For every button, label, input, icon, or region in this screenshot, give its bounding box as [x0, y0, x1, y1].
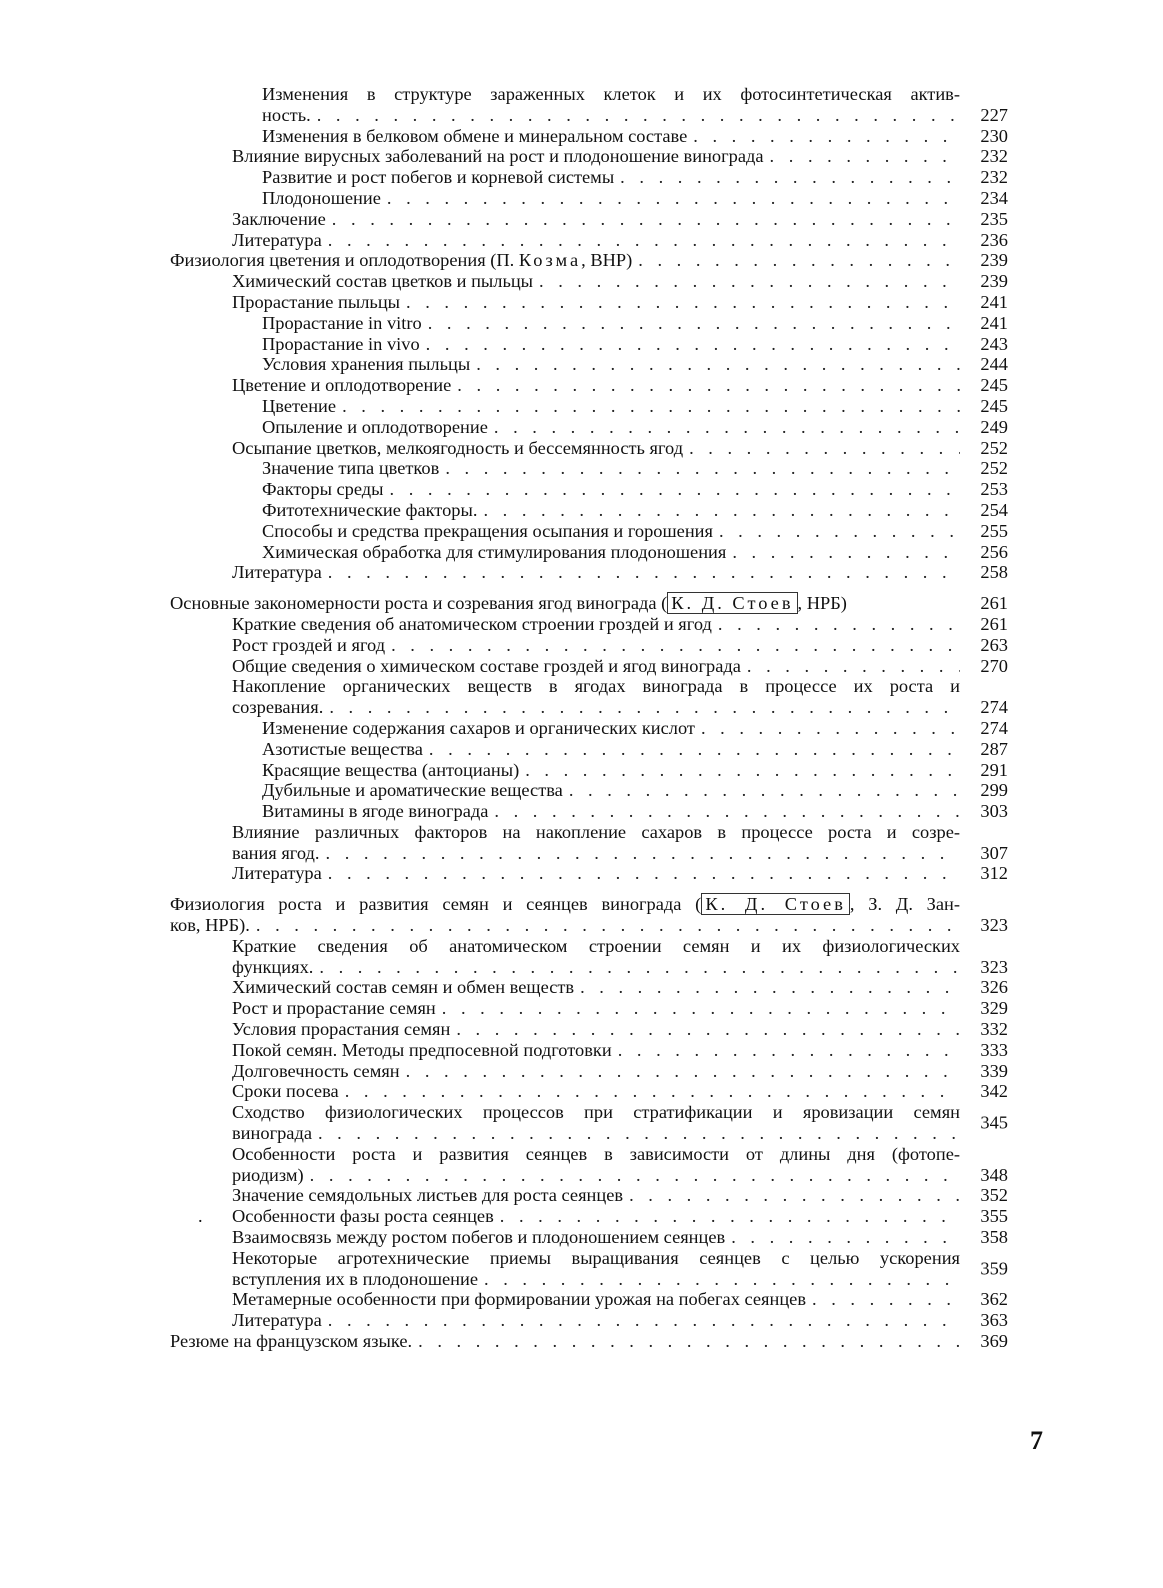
toc-entry[interactable]	[170, 635, 1008, 656]
toc-entry[interactable]	[170, 739, 1008, 760]
page-ref: 332	[980, 1019, 1008, 1040]
toc-entry[interactable]	[170, 417, 1008, 438]
toc-entry[interactable]	[170, 1227, 1008, 1248]
leader-dots	[812, 1289, 960, 1310]
leader-dots	[620, 167, 960, 188]
toc-entry-title: Общие сведения о химическом составе гроздей и ягод винограда	[232, 655, 741, 676]
leader-dots	[638, 250, 960, 271]
page-ref: 263	[980, 634, 1008, 655]
toc-entry[interactable]	[170, 676, 1008, 718]
toc-entry[interactable]	[170, 614, 1008, 635]
leader-dots	[719, 521, 960, 542]
page-ref: 312	[980, 863, 1008, 884]
toc-entry-text	[232, 998, 436, 1019]
toc-entry-title: Цветение и оплодотворение	[232, 375, 452, 396]
leader-dots	[701, 718, 960, 739]
leader-dots	[580, 977, 960, 998]
toc-entry-text	[232, 209, 326, 230]
page-ref: 261	[980, 613, 1008, 634]
toc-entry-text	[262, 521, 713, 542]
toc-entry[interactable]	[170, 354, 1008, 375]
leader-dots	[731, 1227, 960, 1248]
toc-entry-title: Значение типа цветков	[262, 458, 440, 479]
leader-dots	[418, 1331, 960, 1352]
leader-dots	[428, 313, 960, 334]
toc-entry-title: Условия прорастания семян	[232, 1019, 451, 1040]
toc-entry-text	[232, 1310, 322, 1331]
toc-entry[interactable]	[170, 1040, 1008, 1061]
author-box: К. Д. Стоев	[667, 592, 797, 614]
toc-entry-title: Сроки посева	[232, 1081, 339, 1102]
toc-entry-title: Изменение содержания сахаров и органических кислот	[262, 717, 695, 738]
toc-entry[interactable]	[170, 1310, 1008, 1331]
leader-dots	[484, 1269, 960, 1290]
page-ref: 359	[980, 1258, 1008, 1279]
toc-entry[interactable]	[170, 500, 1008, 521]
toc-entry-title: Прорастание in vitro	[262, 312, 422, 333]
toc-entry-title: Краткие сведения об анатомическом строении семян и их физиологических	[232, 935, 960, 956]
toc-entry-text	[262, 313, 422, 334]
toc-entry-text	[262, 334, 420, 355]
toc-entry-text	[232, 635, 385, 656]
leader-dots	[406, 292, 960, 313]
toc-entry-title: Литература	[232, 1310, 322, 1331]
toc-entry-title: Способы и средства прекращения осыпания и горошения	[262, 520, 713, 541]
toc-entry-title: Плодоношение	[262, 187, 381, 208]
toc-entry-text	[232, 1081, 339, 1102]
leader-dots	[569, 780, 960, 801]
leader-dots	[442, 998, 960, 1019]
page-ref: 274	[980, 717, 1008, 738]
leader-dots	[618, 1040, 960, 1061]
toc-entry-title-cont: риодизм)	[232, 1164, 304, 1185]
toc-entry-title: Заключение	[232, 208, 326, 229]
page-ref: 299	[980, 780, 1008, 801]
toc-entry-line1	[232, 1144, 960, 1165]
toc-entry-title: Изменения в белковом обмене и минеральном составе	[262, 125, 688, 146]
toc-entry-title-cont: функциях.	[232, 956, 314, 977]
toc-entry-line1	[232, 1248, 960, 1269]
toc-entry-line1	[170, 894, 960, 915]
leader-dots	[500, 1206, 960, 1227]
toc-entry-title: Опыление и оплодотворение	[262, 416, 488, 437]
author-name: Козма	[518, 250, 582, 271]
toc-entry-title: Химическая обработка для стимулирования плодоношения	[262, 541, 727, 562]
page-ref: 256	[980, 541, 1008, 562]
toc-entry-title: Основные закономерности роста и созревания ягод винограда (	[170, 593, 668, 614]
toc-entry-title: Метамерные особенности при формировании урожая на побегах сеянцев	[232, 1289, 807, 1310]
toc-entry-title: Прорастание in vivo	[262, 333, 420, 354]
toc-entry-text	[262, 126, 687, 147]
toc-entry-text	[262, 760, 519, 781]
page-ref: 232	[980, 167, 1008, 188]
page-ref: 369	[980, 1331, 1008, 1352]
toc-entry-title: Изменения в структуре зараженных клеток и их фотосинтетическая актив-	[262, 84, 960, 104]
toc-entry[interactable]	[170, 167, 1008, 188]
toc-entry[interactable]	[170, 271, 1008, 292]
toc-entry[interactable]	[170, 375, 1008, 396]
toc-entry-title: Резюме на французском языке.	[170, 1331, 413, 1352]
page-ref: 287	[980, 738, 1008, 759]
toc-entry-title: Цветение	[262, 395, 337, 416]
leader-dots	[256, 915, 960, 936]
toc-entry-title: Взаимосвязь между ростом побегов и плодоношением сеянцев	[232, 1227, 726, 1248]
toc-entry[interactable]	[170, 936, 1008, 978]
leader-dots	[390, 479, 960, 500]
leader-dots	[332, 209, 960, 230]
toc-entry-title-cont: вступления их в плодоношение	[232, 1268, 479, 1289]
toc-entry-text	[232, 977, 574, 998]
page-ref: 261	[980, 593, 1008, 614]
page-ref: 249	[980, 416, 1008, 437]
toc-entry[interactable]	[170, 188, 1008, 209]
toc-entry[interactable]	[170, 863, 1008, 884]
page-ref: 241	[980, 291, 1008, 312]
toc-entry-text	[262, 167, 614, 188]
toc-entry[interactable]	[170, 894, 1008, 936]
toc-entry[interactable]	[170, 998, 1008, 1019]
toc-entry[interactable]	[170, 1206, 1008, 1227]
page-ref: 355	[980, 1206, 1008, 1227]
leader-dots	[476, 354, 960, 375]
leader-dots	[317, 105, 960, 126]
page-ref: 291	[980, 759, 1008, 780]
toc-entry-title: Влияние различных факторов на накопление сахаров в процессе роста и созре-	[232, 821, 960, 842]
toc-entry-text	[232, 1227, 725, 1248]
toc-entry[interactable]	[170, 313, 1008, 334]
table-of-contents	[170, 84, 1008, 1352]
toc-entry-title: Азотистые вещества	[262, 738, 423, 759]
toc-entry-title: Условия хранения пыльцы	[262, 354, 471, 375]
toc-entry-title: Рост и прорастание семян	[232, 998, 436, 1019]
bullet-mark: .	[198, 1206, 203, 1227]
toc-entry-title: Особенности роста и развития сеянцев в зависимости от длины дня (фотопе-	[232, 1143, 960, 1164]
toc-entry[interactable]	[170, 230, 1008, 251]
leader-dots	[329, 697, 960, 718]
toc-entry-title: Литература	[232, 863, 322, 884]
leader-dots	[328, 562, 960, 583]
page-ref: 358	[980, 1227, 1008, 1248]
toc-entry[interactable]	[170, 542, 1008, 563]
toc-entry-title: Особенности фазы роста сеянцев	[232, 1206, 494, 1227]
toc-entry[interactable]	[170, 822, 1008, 864]
toc-entry-text	[232, 1289, 806, 1310]
leader-dots	[318, 1123, 960, 1144]
toc-entry-text	[262, 739, 423, 760]
page-ref: 303	[980, 801, 1008, 822]
toc-entry-text	[262, 396, 336, 417]
page-ref: 323	[980, 956, 1008, 977]
toc-entry-title: Покой семян. Методы предпосевной подготовки	[232, 1039, 612, 1060]
toc-entry[interactable]	[170, 126, 1008, 147]
toc-entry-text	[262, 479, 384, 500]
toc-entry[interactable]	[170, 1061, 1008, 1082]
toc-entry-title-cont: , З. Д. Зан-	[849, 894, 961, 915]
leader-dots	[539, 271, 960, 292]
leader-dots	[387, 188, 960, 209]
toc-entry[interactable]	[170, 1081, 1008, 1102]
toc-entry-text	[232, 562, 322, 583]
toc-entry[interactable]	[170, 977, 1008, 998]
page-ref: 236	[980, 229, 1008, 250]
page-ref: 352	[980, 1185, 1008, 1206]
toc-entry[interactable]	[170, 801, 1008, 822]
toc-entry[interactable]	[170, 1144, 1008, 1186]
toc-entry-title: Дубильные и ароматические вещества	[262, 780, 563, 801]
leader-dots	[345, 1081, 960, 1102]
leader-dots	[483, 500, 960, 521]
page-ref: 363	[980, 1310, 1008, 1331]
page-ref: 230	[980, 125, 1008, 146]
page-ref: 274	[980, 697, 1008, 718]
toc-entry[interactable]	[170, 656, 1008, 677]
toc-entry-text	[232, 1040, 612, 1061]
page-ref: 362	[980, 1289, 1008, 1310]
leader-dots	[770, 146, 960, 167]
leader-dots	[693, 126, 960, 147]
toc-entry-text	[170, 593, 847, 614]
toc-entry-title: Химический состав семян и обмен веществ	[232, 977, 575, 998]
toc-entry[interactable]	[170, 479, 1008, 500]
leader-dots	[328, 1310, 960, 1331]
leader-dots	[732, 542, 960, 563]
toc-entry-text	[262, 417, 488, 438]
toc-entry-text	[232, 614, 712, 635]
toc-entry-text	[262, 780, 563, 801]
page-number: 7	[1030, 1426, 1043, 1455]
leader-dots	[718, 614, 960, 635]
toc-entry-title: Сходство физиологических процессов при стратификации и яровизации семян	[232, 1102, 960, 1123]
toc-entry-title: Витамины в ягоде винограда	[262, 801, 489, 822]
toc-entry-text	[232, 1019, 450, 1040]
toc-entry[interactable]	[170, 292, 1008, 313]
toc-entry[interactable]	[170, 1102, 1008, 1144]
leader-dots	[310, 1165, 960, 1186]
toc-entry[interactable]	[170, 1019, 1008, 1040]
page-ref: 348	[980, 1164, 1008, 1185]
leader-dots	[342, 396, 960, 417]
page-ref: 333	[980, 1039, 1008, 1060]
toc-entry-title: Факторы среды	[262, 479, 384, 500]
toc-entry[interactable]	[170, 562, 1008, 583]
toc-entry-title: Значение семядольных листьев для роста сеянцев	[232, 1185, 624, 1206]
toc-entry-text	[232, 863, 322, 884]
leader-dots	[429, 739, 960, 760]
page-ref: 342	[980, 1081, 1008, 1102]
toc-entry[interactable]	[170, 521, 1008, 542]
toc-entry-title: Фитотехнические факторы.	[262, 499, 478, 520]
page-ref: 254	[980, 499, 1008, 520]
toc-entry-title-cont: ность.	[262, 104, 311, 125]
toc-entry-title: Физиология роста и развития семян и сеянцев винограда (	[170, 894, 702, 915]
toc-entry-title: Литература	[232, 562, 322, 583]
toc-entry-text	[262, 801, 488, 822]
page-ref: 326	[980, 977, 1008, 998]
leader-dots	[689, 438, 960, 459]
leader-dots	[426, 334, 960, 355]
toc-entry-text	[262, 188, 381, 209]
page-ref: 245	[980, 395, 1008, 416]
toc-entry[interactable]	[170, 593, 1008, 614]
toc-entry-title: Краткие сведения об анатомическом строении гроздей и ягод	[232, 613, 712, 634]
leader-dots	[391, 635, 960, 656]
toc-entry-text	[232, 1061, 400, 1082]
page-ref: 243	[980, 333, 1008, 354]
toc-entry[interactable]	[170, 1185, 1008, 1206]
toc-entry[interactable]	[170, 396, 1008, 417]
toc-entry-text	[170, 1331, 412, 1352]
page-ref: 253	[980, 479, 1008, 500]
page-ref: 345	[980, 1112, 1008, 1133]
toc-entry[interactable]	[170, 458, 1008, 479]
toc-entry-line1	[232, 1102, 960, 1123]
page-ref: 241	[980, 312, 1008, 333]
leader-dots	[319, 957, 960, 978]
page-ref: 227	[980, 104, 1008, 125]
toc-entry[interactable]	[170, 1331, 1008, 1352]
toc-entry[interactable]	[170, 250, 1008, 271]
toc-entry-text	[262, 718, 695, 739]
toc-entry[interactable]	[170, 146, 1008, 167]
page-ref: 255	[980, 520, 1008, 541]
page-ref: 232	[980, 146, 1008, 167]
toc-entry-title: Влияние вирусных заболеваний на рост и плодоношение винограда	[232, 146, 764, 167]
leader-dots	[494, 801, 960, 822]
toc-entry[interactable]	[170, 438, 1008, 459]
toc-entry-title: Накопление органических веществ в ягодах винограда в процессе их роста и	[232, 676, 960, 697]
toc-entry-title-cont: , НРБ)	[797, 593, 847, 614]
toc-entry-text	[232, 292, 400, 313]
toc-entry-text	[232, 1206, 494, 1227]
toc-entry-text	[232, 656, 741, 677]
toc-entry-title: Красящие вещества (антоцианы)	[262, 759, 520, 780]
toc-entry-title-cont: , ВНР)	[581, 250, 633, 271]
page-ref: 323	[980, 915, 1008, 936]
page-ref: 252	[980, 458, 1008, 479]
page-ref: 258	[980, 562, 1008, 583]
leader-dots	[456, 1019, 960, 1040]
toc-entry[interactable]	[170, 209, 1008, 230]
toc-entry-title: Рост гроздей и ягод	[232, 634, 386, 655]
toc-entry[interactable]	[170, 84, 1008, 126]
toc-entry[interactable]	[170, 1248, 1008, 1290]
leader-dots	[747, 656, 960, 677]
leader-dots	[328, 230, 960, 251]
page-ref: 235	[980, 208, 1008, 229]
toc-entry-text	[232, 375, 451, 396]
toc-entry[interactable]	[170, 334, 1008, 355]
toc-entry-title: Химический состав цветков и пыльцы	[232, 271, 534, 292]
toc-entry-line1	[232, 822, 960, 843]
page-ref: 307	[980, 842, 1008, 863]
toc-entry[interactable]	[170, 1289, 1008, 1310]
toc-entry-title-cont: созревания.	[232, 697, 324, 718]
page-ref: 329	[980, 998, 1008, 1019]
toc-entry-text	[232, 146, 764, 167]
leader-dots	[457, 375, 960, 396]
page-ref: 245	[980, 375, 1008, 396]
leader-dots	[494, 417, 960, 438]
toc-entry-text	[232, 438, 683, 459]
toc-entry-text	[262, 458, 439, 479]
page-ref: 252	[980, 437, 1008, 458]
toc-entry-title: Долговечность семян	[232, 1060, 400, 1081]
toc-entry-line1	[262, 84, 960, 105]
leader-dots	[629, 1185, 960, 1206]
toc-entry-line1	[232, 936, 960, 957]
toc-entry-text	[232, 230, 322, 251]
leader-dots	[406, 1061, 960, 1082]
toc-entry-title: Некоторые агротехнические приемы выращивания сеянцев с целью ускорения	[232, 1247, 960, 1268]
toc-entry-text	[262, 500, 477, 521]
leader-dots	[525, 760, 960, 781]
page-ref: 239	[980, 250, 1008, 271]
page-ref: 339	[980, 1060, 1008, 1081]
page-ref: 239	[980, 271, 1008, 292]
toc-entry-title: Прорастание пыльцы	[232, 291, 401, 312]
toc-entry-title: Развитие и рост побегов и корневой системы	[262, 167, 615, 188]
page-ref: 244	[980, 354, 1008, 375]
toc-entry-title-cont: ков, НРБ).	[170, 915, 250, 936]
leader-dots	[445, 458, 960, 479]
toc-entry-line1	[232, 676, 960, 697]
toc-entry-text	[262, 542, 726, 563]
leader-dots	[326, 843, 960, 864]
toc-entry-text	[170, 250, 632, 271]
toc-entry[interactable]	[170, 760, 1008, 781]
toc-entry-title: Осыпание цветков, мелкоягодность и бессемянность ягод	[232, 437, 684, 458]
page-ref: 270	[980, 655, 1008, 676]
page-ref: 234	[980, 187, 1008, 208]
toc-entry-text	[232, 1185, 623, 1206]
toc-entry-title: Литература	[232, 229, 322, 250]
toc-entry-text	[232, 271, 533, 292]
toc-entry[interactable]	[170, 718, 1008, 739]
toc-entry-title-cont: винограда	[232, 1123, 312, 1144]
author-box: К. Д. Стоев	[701, 893, 850, 915]
toc-entry-title-cont: вания ягод.	[232, 842, 320, 863]
toc-entry-text	[262, 354, 470, 375]
leader-dots	[328, 863, 960, 884]
toc-entry-title: Физиология цветения и оплодотворения (П.	[170, 250, 515, 271]
toc-entry[interactable]	[170, 780, 1008, 801]
